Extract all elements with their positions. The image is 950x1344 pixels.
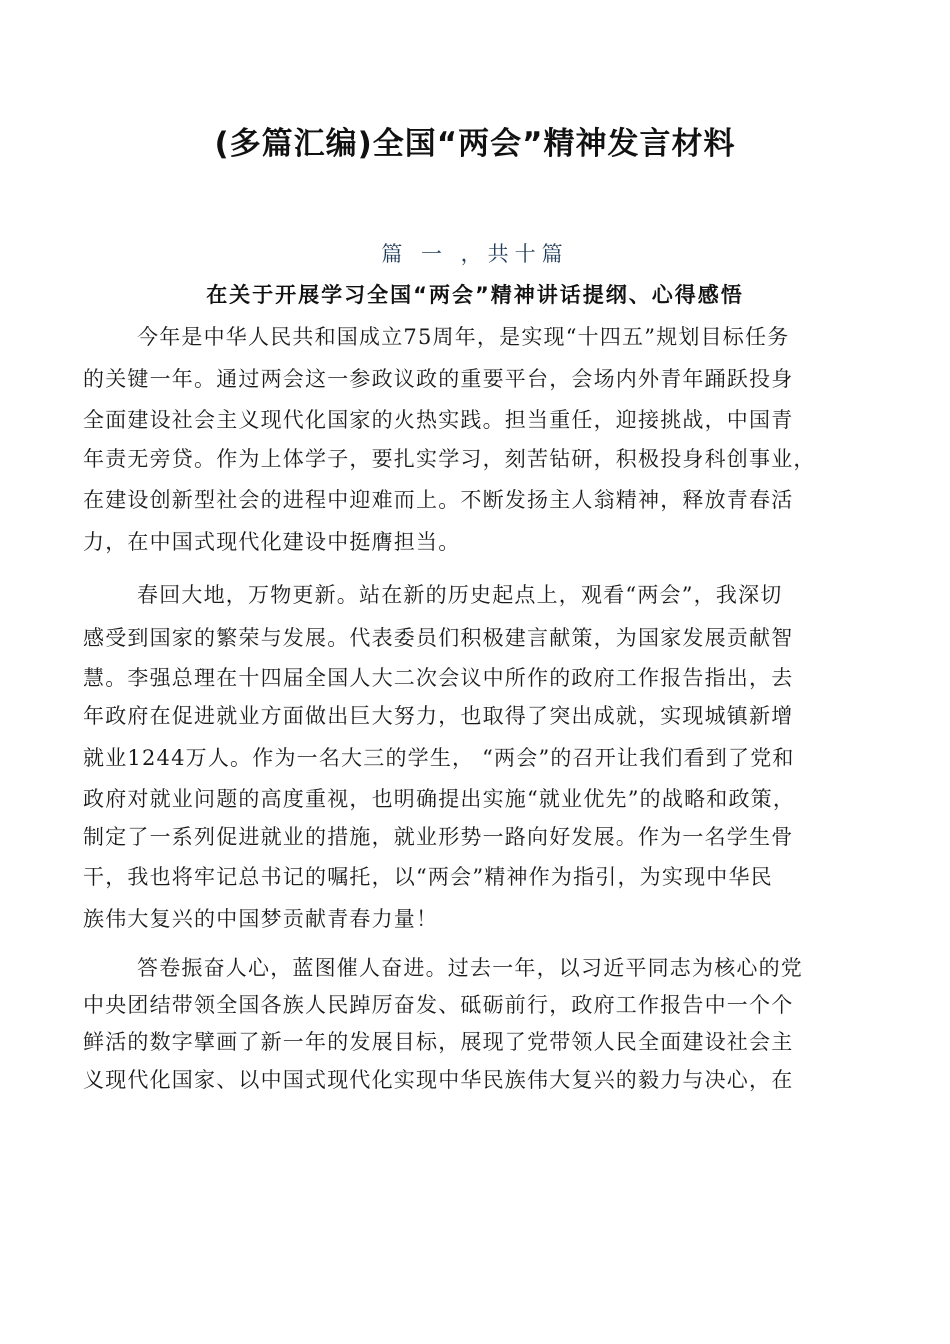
article-subtitle: 在关于开展学习全国“两会”精神讲话提纲、心得感悟 <box>206 283 744 307</box>
paragraph-2-line-3: 慧。李强总理在十四届全国人大二次会议中所作的政府工作报告指出，去 <box>83 666 794 690</box>
paragraph-1-line-6: 力，在中国式现代化建设中挺膺担当。 <box>83 530 461 554</box>
section-label: 篇 一 ，共十篇 <box>381 242 569 266</box>
document-title: (多篇汇编)全国“两会”精神发言材料 <box>214 126 736 162</box>
paragraph-2-line-7: 制定了一系列促进就业的措施，就业形势一路向好发展。作为一名学生骨 <box>83 825 794 849</box>
paragraph-3-line-1: 答卷振奋人心，蓝图催人奋进。过去一年，以习近平同志为核心的党 <box>137 956 803 980</box>
paragraph-3-line-4: 义现代化国家、以中国式现代化实现中华民族伟大复兴的毅力与决心，在 <box>83 1068 794 1092</box>
paragraph-1-line-4: 年责无旁贷。作为上体学子，要扎实学习，刻苦钻研，积极投身科创事业， <box>83 447 816 471</box>
paragraph-1-line-1: 今年是中华人民共和国成立75周年，是实现“十四五”规划目标任务 <box>137 325 790 349</box>
paragraph-2-line-6: 政府对就业问题的高度重视，也明确提出实施“就业优先”的战略和政策， <box>83 787 796 811</box>
paragraph-3-line-2: 中央团结带领全国各族人民踔厉奋发、砥砺前行，政府工作报告中一个个 <box>83 993 794 1017</box>
paragraph-1-line-2: 的关键一年。通过两会这一参政议政的重要平台，会场内外青年踊跃投身 <box>83 367 794 391</box>
paragraph-2-line-4: 年政府在促进就业方面做出巨大努力，也取得了突出成就，实现城镇新增 <box>83 704 794 728</box>
paragraph-2-line-8: 干，我也将牢记总书记的嘱托，以“两会”精神作为指引，为实现中华民 <box>83 865 773 889</box>
article-body <box>83 312 873 1099</box>
paragraph-2-line-1: 春回大地，万物更新。站在新的历史起点上，观看“两会”，我深切 <box>137 583 783 607</box>
paragraph-3-line-3: 鲜活的数字擘画了新一年的发展目标，展现了党带领人民全面建设社会主 <box>83 1030 794 1054</box>
paragraph-2-line-9: 族伟大复兴的中国梦贡献青春力量！ <box>83 907 439 931</box>
paragraph-2-line-2: 感受到国家的繁荣与发展。代表委员们积极建言献策，为国家发展贡献智 <box>83 626 794 650</box>
paragraph-2-line-5: 就业1244万人。作为一名大三的学生， “两会”的召开让我们看到了党和 <box>83 746 795 770</box>
paragraph-1-line-3: 全面建设社会主义现代化国家的火热实践。担当重任，迎接挑战，中国青 <box>83 408 794 432</box>
paragraph-1-line-5: 在建设创新型社会的进程中迎难而上。不断发扬主人翁精神，释放青春活 <box>83 488 794 512</box>
